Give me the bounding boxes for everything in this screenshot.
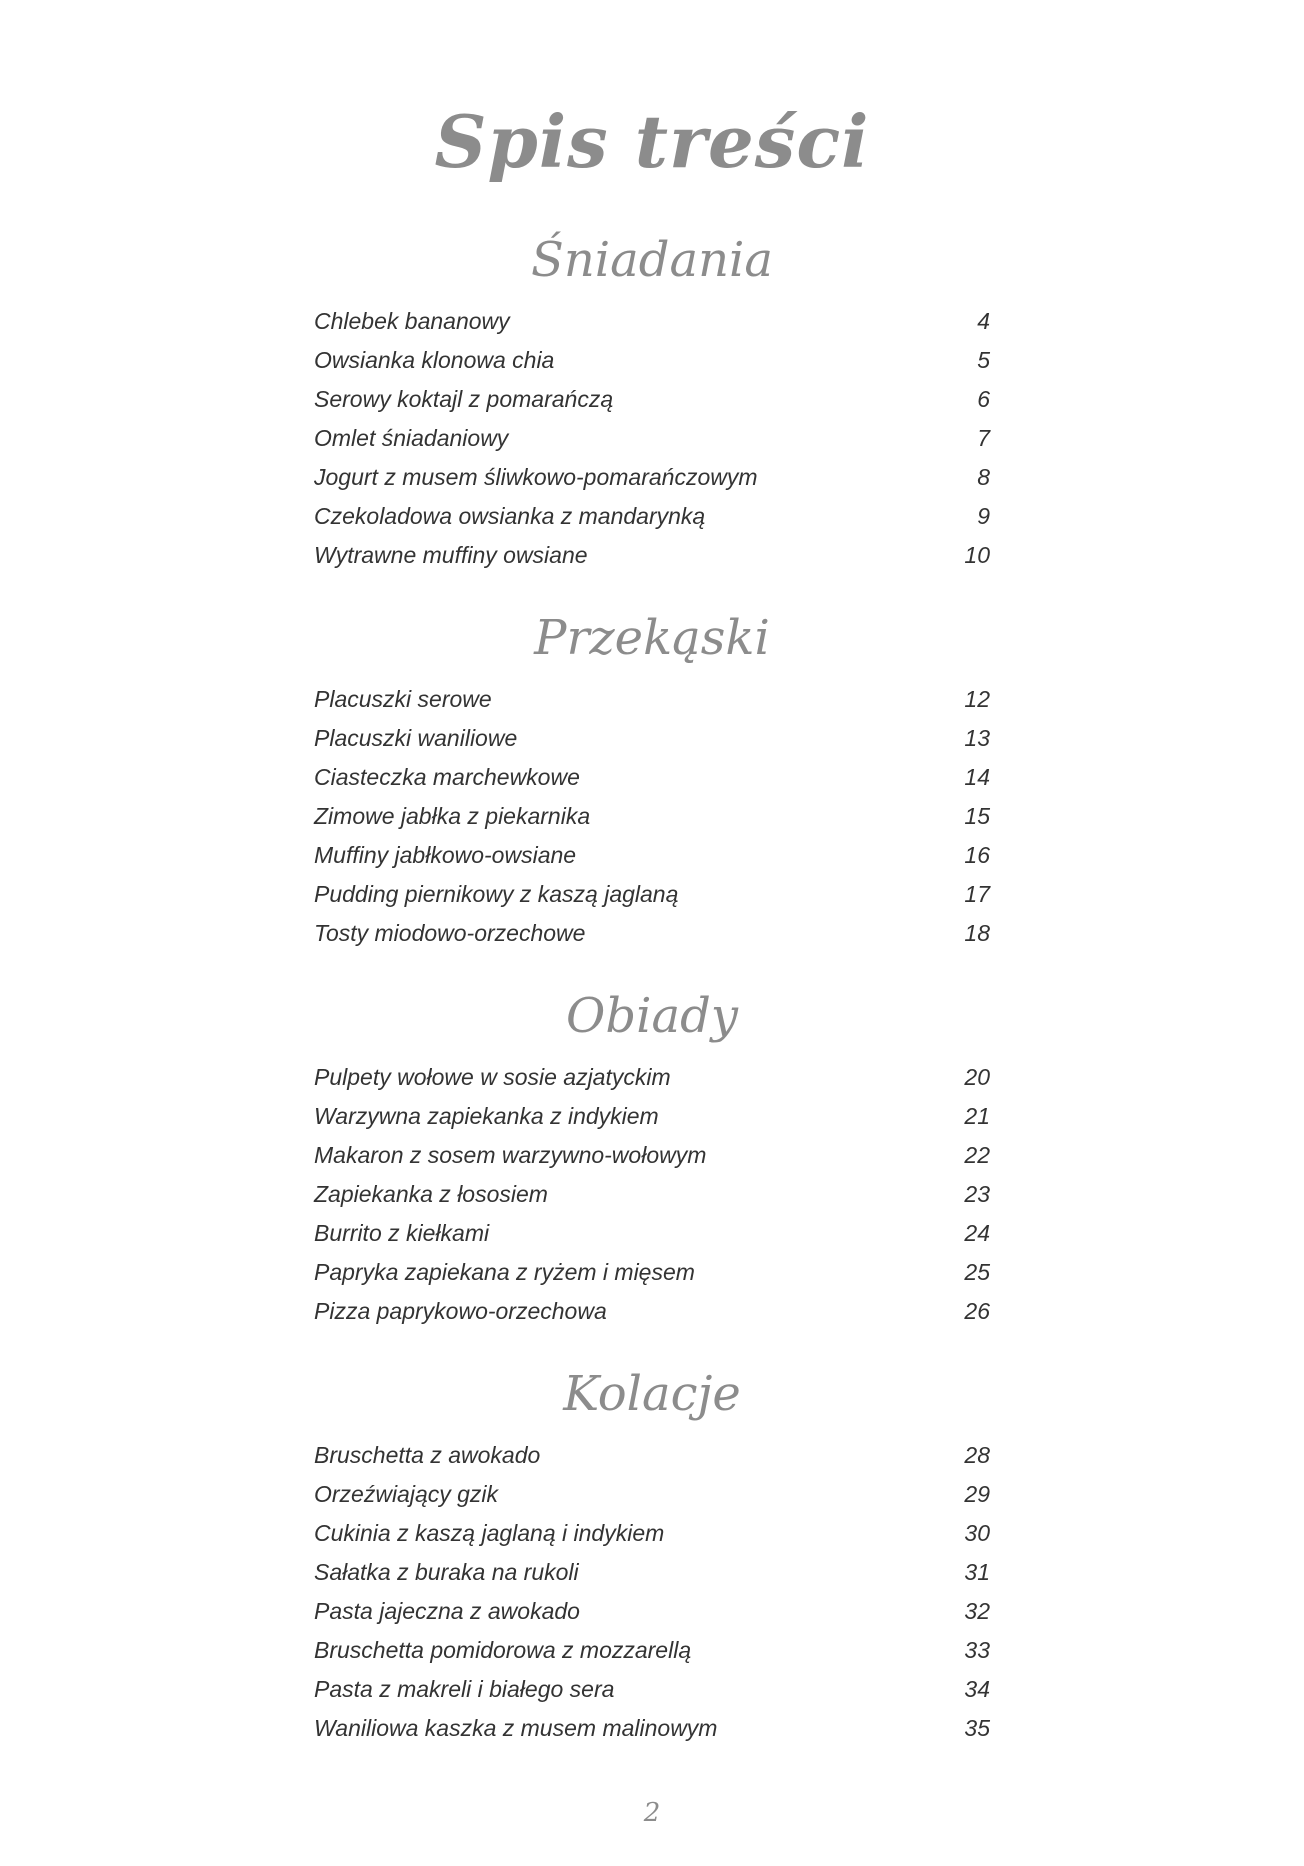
entry-page-number: 34 bbox=[964, 1676, 990, 1702]
toc-section-kolacje bbox=[314, 1366, 990, 1748]
entry-title: Placuszki serowe bbox=[314, 686, 492, 712]
entry-title: Bruschetta pomidorowa z mozzarellą bbox=[314, 1637, 692, 1663]
entry-page-number: 24 bbox=[964, 1220, 990, 1246]
toc-entry[interactable] bbox=[314, 458, 990, 497]
toc-entry[interactable] bbox=[314, 302, 990, 341]
toc-entry[interactable] bbox=[314, 680, 990, 719]
entry-page-number: 28 bbox=[964, 1442, 990, 1468]
toc-entry[interactable] bbox=[314, 1514, 990, 1553]
entry-page-number: 9 bbox=[977, 503, 990, 529]
toc-entry[interactable] bbox=[314, 1253, 990, 1292]
entry-list bbox=[314, 1058, 990, 1331]
toc-entry[interactable] bbox=[314, 1709, 990, 1748]
toc-entry[interactable] bbox=[314, 797, 990, 836]
entry-title: Wytrawne muffiny owsiane bbox=[314, 542, 588, 568]
entry-title: Chlebek bananowy bbox=[314, 308, 510, 334]
entry-page-number: 35 bbox=[964, 1715, 990, 1741]
entry-page-number: 29 bbox=[964, 1481, 990, 1507]
entry-page-number: 21 bbox=[964, 1103, 990, 1129]
entry-title: Pasta z makreli i białego sera bbox=[314, 1676, 615, 1702]
entry-title: Placuszki waniliowe bbox=[314, 725, 518, 751]
entry-title: Pizza paprykowo-orzechowa bbox=[314, 1298, 607, 1324]
toc-section-przekaski bbox=[314, 610, 990, 953]
entry-title: Pasta jajeczna z awokado bbox=[314, 1598, 580, 1624]
entry-page-number: 8 bbox=[977, 464, 990, 490]
entry-page-number: 13 bbox=[964, 725, 990, 751]
entry-title: Makaron z sosem warzywno-wołowym bbox=[314, 1142, 707, 1168]
entry-page-number: 26 bbox=[964, 1298, 990, 1324]
entry-title: Ciasteczka marchewkowe bbox=[314, 764, 580, 790]
toc-entry[interactable] bbox=[314, 419, 990, 458]
entry-title: Bruschetta z awokado bbox=[314, 1442, 541, 1468]
entry-title: Omlet śniadaniowy bbox=[314, 425, 509, 451]
entry-page-number: 30 bbox=[964, 1520, 990, 1546]
toc-entry[interactable] bbox=[314, 1553, 990, 1592]
entry-page-number: 17 bbox=[964, 881, 990, 907]
entry-page-number: 14 bbox=[964, 764, 990, 790]
entry-page-number: 32 bbox=[964, 1598, 990, 1624]
entry-list bbox=[314, 680, 990, 953]
entry-page-number: 33 bbox=[964, 1637, 990, 1663]
section-heading: Śniadania bbox=[531, 232, 773, 288]
entry-title: Pudding piernikowy z kaszą jaglaną bbox=[314, 881, 679, 907]
toc-entry[interactable] bbox=[314, 1436, 990, 1475]
entry-page-number: 7 bbox=[977, 425, 990, 451]
section-heading: Przekąski bbox=[534, 610, 770, 666]
toc-entry[interactable] bbox=[314, 380, 990, 419]
entry-list bbox=[314, 302, 990, 575]
entry-title: Owsianka klonowa chia bbox=[314, 347, 555, 373]
toc-entry[interactable] bbox=[314, 1475, 990, 1514]
entry-page-number: 16 bbox=[964, 842, 990, 868]
entry-page-number: 5 bbox=[977, 347, 990, 373]
toc-section-obiady bbox=[314, 988, 990, 1331]
entry-title: Orzeźwiający gzik bbox=[314, 1481, 499, 1507]
toc-entry[interactable] bbox=[314, 719, 990, 758]
entry-page-number: 10 bbox=[964, 542, 990, 568]
entry-title: Papryka zapiekana z ryżem i mięsem bbox=[314, 1259, 695, 1285]
entry-title: Cukinia z kaszą jaglaną i indykiem bbox=[314, 1520, 665, 1546]
entry-title: Muffiny jabłkowo-owsiane bbox=[314, 842, 577, 868]
entry-page-number: 15 bbox=[964, 803, 990, 829]
entry-title: Waniliowa kaszka z musem malinowym bbox=[314, 1715, 718, 1741]
toc-entry[interactable] bbox=[314, 914, 990, 953]
toc-entry[interactable] bbox=[314, 836, 990, 875]
toc-entry[interactable] bbox=[314, 1631, 990, 1670]
entry-title: Pulpety wołowe w sosie azjatyckim bbox=[314, 1064, 671, 1090]
entry-title: Czekoladowa owsianka z mandarynką bbox=[314, 503, 706, 529]
entry-page-number: 20 bbox=[964, 1064, 990, 1090]
toc-entry[interactable] bbox=[314, 1175, 990, 1214]
entry-title: Jogurt z musem śliwkowo-pomarańczowym bbox=[314, 464, 758, 490]
entry-page-number: 31 bbox=[964, 1559, 990, 1585]
page-number: 2 bbox=[643, 1798, 661, 1828]
toc-entry[interactable] bbox=[314, 536, 990, 575]
toc-section-sniadania bbox=[314, 232, 990, 575]
entry-page-number: 12 bbox=[964, 686, 990, 712]
toc-entry[interactable] bbox=[314, 1670, 990, 1709]
entry-title: Tosty miodowo-orzechowe bbox=[314, 920, 586, 946]
entry-title: Burrito z kiełkami bbox=[314, 1220, 490, 1246]
toc-entry[interactable] bbox=[314, 1592, 990, 1631]
entry-page-number: 23 bbox=[964, 1181, 990, 1207]
toc-entry[interactable] bbox=[314, 1214, 990, 1253]
entry-page-number: 25 bbox=[964, 1259, 990, 1285]
entry-page-number: 22 bbox=[964, 1142, 990, 1168]
toc-entry[interactable] bbox=[314, 758, 990, 797]
toc-entry[interactable] bbox=[314, 1136, 990, 1175]
entry-list bbox=[314, 1436, 990, 1748]
toc-entry[interactable] bbox=[314, 875, 990, 914]
entry-page-number: 4 bbox=[977, 308, 990, 334]
toc-entry[interactable] bbox=[314, 497, 990, 536]
section-heading: Kolacje bbox=[563, 1366, 741, 1422]
toc-entry[interactable] bbox=[314, 1097, 990, 1136]
entry-title: Sałatka z buraka na rukoli bbox=[314, 1559, 579, 1585]
entry-title: Serowy koktajl z pomarańczą bbox=[314, 386, 614, 412]
toc-entry[interactable] bbox=[314, 341, 990, 380]
toc-entry[interactable] bbox=[314, 1292, 990, 1331]
page-title: Spis treści bbox=[434, 99, 870, 185]
entry-title: Zapiekanka z łososiem bbox=[314, 1181, 548, 1207]
entry-page-number: 18 bbox=[964, 920, 990, 946]
entry-title: Warzywna zapiekanka z indykiem bbox=[314, 1103, 659, 1129]
entry-page-number: 6 bbox=[977, 386, 990, 412]
toc-entry[interactable] bbox=[314, 1058, 990, 1097]
entry-title: Zimowe jabłka z piekarnika bbox=[314, 803, 591, 829]
section-heading: Obiady bbox=[566, 988, 738, 1044]
